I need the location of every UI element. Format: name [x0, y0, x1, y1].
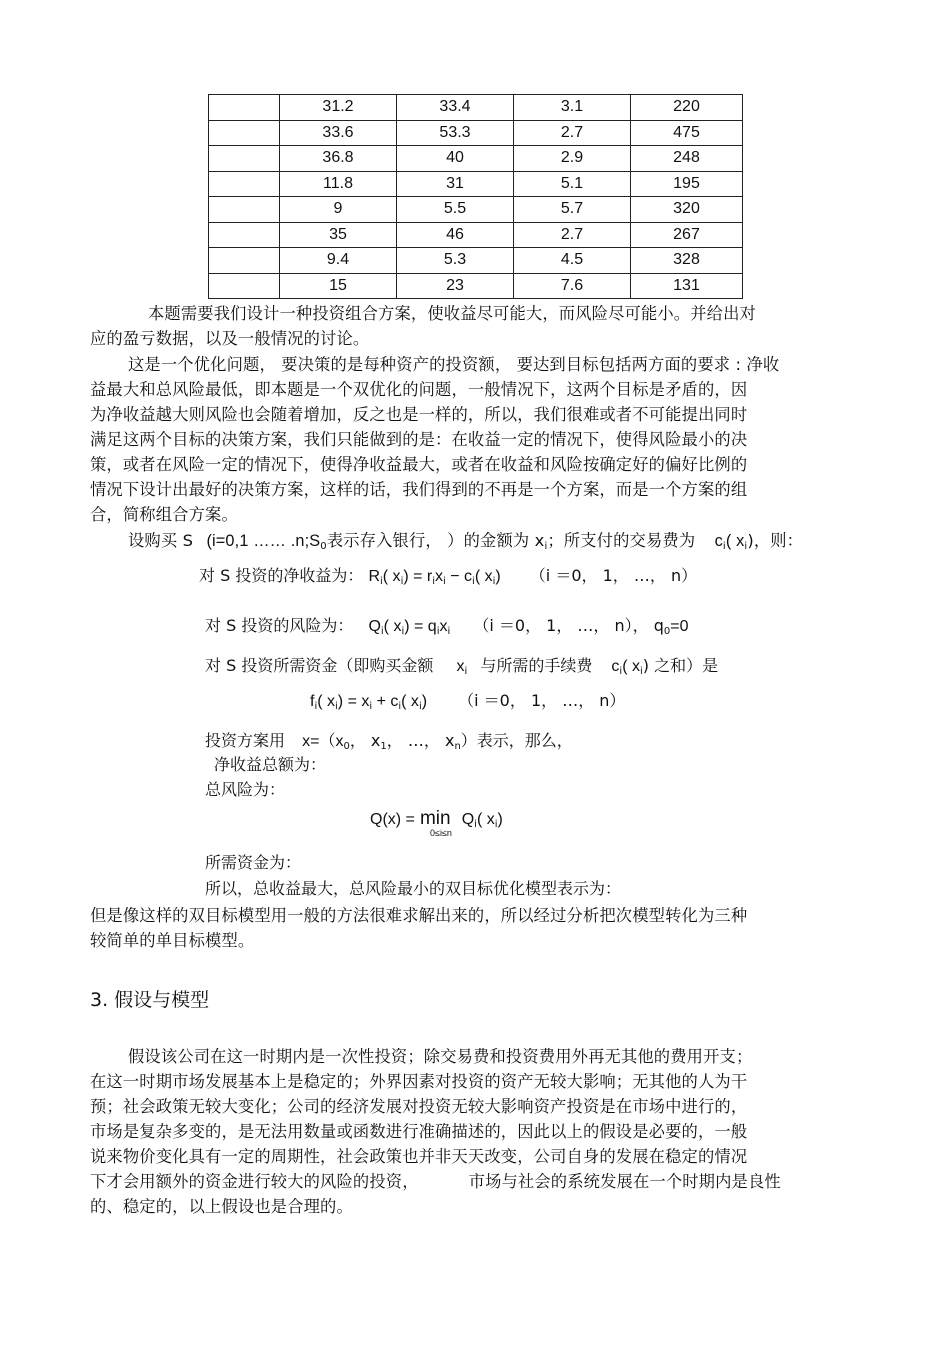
table-cell: 195 — [631, 171, 743, 197]
paragraph-line: 的、稳定的，以上假设也是合理的。 — [90, 1197, 353, 1216]
capital-definition: 对 S 投资所需资金（即购买金额 $x_i$ 与所需的手续费 $c_i$( $x_i$) 之和）是 — [205, 656, 719, 677]
paragraph-line: 本题需要我们设计一种投资组合方案，使收益尽可能大，而风险尽可能小。并给出对 — [148, 304, 756, 323]
table-row — [209, 95, 743, 121]
table-cell: 53.3 — [397, 120, 514, 146]
paragraph-line: 较简单的单目标模型。 — [90, 931, 255, 950]
paragraph-line: 假设该公司在这一时期内是一次性投资；除交易费和投资费用外再无其他的费用开支； — [128, 1047, 753, 1066]
paragraph-line: 但是像这样的双目标模型用一般的方法很难求解出来的，所以经过分析把次模型转化为三种 — [90, 906, 748, 925]
paragraph-line: 益最大和总风险最低，即本题是一个双优化的问题，一般情况下，这两个目标是矛盾的，因 — [90, 380, 748, 399]
table-cell: 31.2 — [280, 95, 397, 121]
table-cell: 220 — [631, 95, 743, 121]
table-cell: 267 — [631, 222, 743, 248]
table-cell: 31 — [397, 171, 514, 197]
table-row — [209, 197, 743, 223]
table-cell — [209, 120, 280, 146]
net-income-formula: 对 S 投资的净收益为： $R_i$( $x_i) = r_ix_i - c_i$( $x_i$) （i ＝0， 1， …， n） — [199, 566, 698, 587]
table-cell: 5.7 — [514, 197, 631, 223]
min-subscript: 0≤i≤n — [430, 828, 452, 838]
risk-total-label: 总风险为： — [205, 780, 286, 799]
paragraph-line: 这是一个优化问题， 要决策的是每种资产的投资额， 要达到目标包括两方面的要求 : 净收 — [128, 355, 780, 374]
table-row — [209, 146, 743, 172]
table-cell: 5.5 — [397, 197, 514, 223]
table-cell — [209, 146, 280, 172]
table-cell: 9 — [280, 197, 397, 223]
paragraph-line: 应的盈亏数据，以及一般情况的讨论。 — [90, 329, 370, 348]
definition-line: 设购买 S (i=0,1 …… $.n;S_0$表示存入银行， ）的金额为 $x_i$；所支付的交易费为 $c_i$( $x_i$)，则： — [128, 531, 804, 552]
table-cell: 5.3 — [397, 248, 514, 274]
table-cell: 475 — [631, 120, 743, 146]
table-cell: 40 — [397, 146, 514, 172]
table-cell: 15 — [280, 273, 397, 299]
table-cell — [209, 248, 280, 274]
net-total-label: 净收益总额为： — [214, 755, 327, 774]
table-cell: 2.7 — [514, 222, 631, 248]
table-cell — [209, 95, 280, 121]
table-cell: 3.1 — [514, 95, 631, 121]
paragraph-line: 满足这两个目标的决策方案，我们只能做到的是：在收益一定的情况下，使得风险最小的决 — [90, 430, 748, 449]
table-cell: 320 — [631, 197, 743, 223]
paragraph-line: 下才会用额外的资金进行较大的风险的投资， 市场与社会的系统发展在一个时期内是良性 — [90, 1172, 781, 1191]
table-cell — [209, 171, 280, 197]
paragraph-line: 预；社会政策无较大变化；公司的经济发展对投资无较大影响资产投资是在市场中进行的， — [90, 1097, 748, 1116]
paragraph-line: 说来物价变化具有一定的周期性，社会政策也并非天天改变，公司自身的发展在稳定的情况 — [90, 1147, 748, 1166]
paragraph-line: 在这一时期市场发展基本上是稳定的；外界因素对投资的资产无较大影响；无其他的人为干 — [90, 1072, 748, 1091]
table-cell: 11.8 — [280, 171, 397, 197]
table-cell: 328 — [631, 248, 743, 274]
table-cell: 9.4 — [280, 248, 397, 274]
table-cell — [209, 273, 280, 299]
table-row — [209, 273, 743, 299]
capital-label: 所需资金为： — [205, 853, 302, 872]
table-row — [209, 222, 743, 248]
paragraph-line: 为净收益越大则风险也会随着增加，反之也是一样的，所以，我们很难或者不可能提出同时 — [90, 405, 748, 424]
model-statement: 所以，总收益最大，总风险最小的双目标优化模型表示为： — [205, 879, 622, 898]
table-cell: 2.9 — [514, 146, 631, 172]
table-row — [209, 120, 743, 146]
table-row — [209, 171, 743, 197]
table-cell: 23 — [397, 273, 514, 299]
table-cell: 33.6 — [280, 120, 397, 146]
table-cell — [209, 222, 280, 248]
table-cell: 7.6 — [514, 273, 631, 299]
risk-formula: 对 S 投资的风险为： $Q_i$( $x_i) = q_ix_i$ （i ＝0， 1， …， n）， $q_0=0$ — [205, 616, 689, 637]
table-cell: 131 — [631, 273, 743, 299]
table-cell: 5.1 — [514, 171, 631, 197]
data-table — [208, 94, 743, 299]
total-risk-formula: $Q(x) = \min Q_i$( $x_i$) — [370, 808, 503, 830]
paragraph-line: 情况下设计出最好的决策方案，这样的话，我们得到的不再是一个方案，而是一个方案的组 — [90, 480, 748, 499]
paragraph-line: 合，简称组合方案。 — [90, 505, 238, 524]
cost-formula: $f_i$( $x_i) = x_i + c_i$( $x_i$) （i ＝0， 1， …， n） — [310, 691, 626, 712]
table-cell: 4.5 — [514, 248, 631, 274]
table-row — [209, 248, 743, 274]
table-cell: 36.8 — [280, 146, 397, 172]
table-cell: 2.7 — [514, 120, 631, 146]
table-cell: 46 — [397, 222, 514, 248]
plan-line: 投资方案用 $x=(x_0$， $x_1$， …， $x_n$）表示，那么， — [205, 731, 573, 752]
table-cell — [209, 197, 280, 223]
table-cell: 248 — [631, 146, 743, 172]
table-cell: 33.4 — [397, 95, 514, 121]
paragraph-line: 市场是复杂多变的，是无法用数量或函数进行准确描述的，因此以上的假设是必要的，一般 — [90, 1122, 748, 1141]
paragraph-line: 策，或者在风险一定的情况下，使得净收益最大，或者在收益和风险按确定好的偏好比例的 — [90, 455, 748, 474]
section-heading: 3. 假设与模型 — [90, 989, 210, 1011]
table-cell: 35 — [280, 222, 397, 248]
